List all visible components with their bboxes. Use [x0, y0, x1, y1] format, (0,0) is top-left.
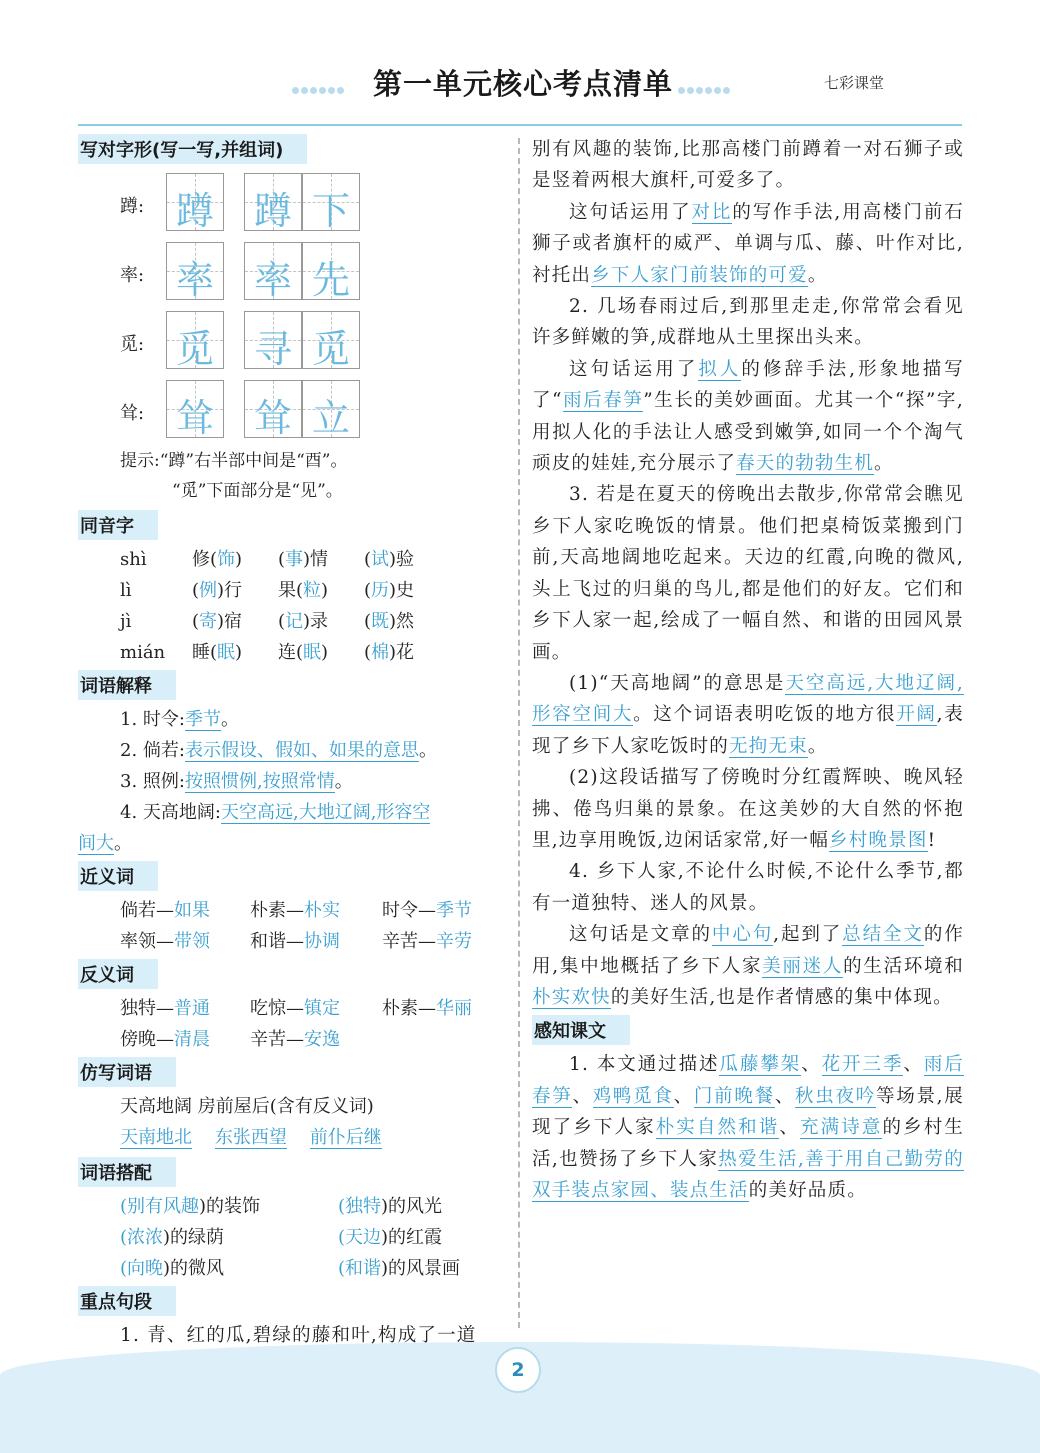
- analysis-paragraph: 这句话是文章的中心句,起到了总结全文的作用,集中地概括了乡下人家美丽迷人的生活环境和朴实欢快的美好生活,也是作者情感的集中体现。: [532, 924, 964, 1008]
- glyph-grid: [78, 170, 510, 446]
- homophone-cell: (记)录: [278, 611, 329, 632]
- section-title-text-perception: 感知课文: [532, 1015, 630, 1045]
- explanation-item-continued: 间大。: [78, 833, 132, 854]
- explanation-item: 4. 天高地阔:天空高远,大地辽阔,形容空: [120, 802, 431, 823]
- explanation-item: 3. 照例:按照惯例,按照常情。: [120, 771, 353, 792]
- page-header: [0, 0, 1040, 128]
- writing-cell: 率: [166, 242, 224, 300]
- writing-cell: 先: [302, 242, 360, 300]
- section-title-antonyms: 反义词: [78, 959, 158, 989]
- analysis-paragraph: (1)“天高地阔”的意思是天空高远,大地辽阔,形容空间大。这个词语表明吃饭的地方很开阔,表现了乡下人家吃饭时的无拘无束。: [532, 672, 964, 757]
- collocation-table: [78, 1191, 510, 1284]
- collocation: (别有风趣)的装饰: [120, 1196, 261, 1217]
- grid-row: [78, 239, 510, 308]
- writing-cell: 耸: [244, 380, 302, 438]
- left-dots-decoration: [292, 77, 352, 87]
- grid-label: 耸:: [120, 403, 145, 424]
- collocation: (天边)的红霞: [338, 1227, 443, 1248]
- writing-cell: 立: [302, 380, 360, 438]
- homophone-cell: (历)史: [364, 580, 415, 601]
- word-pair: 倘若—如果: [120, 900, 210, 921]
- grid-label: 率:: [120, 265, 145, 286]
- page-number: 2: [495, 1347, 541, 1393]
- section-title-word-explanation: 词语解释: [78, 670, 176, 700]
- grid-label: 蹲:: [120, 196, 145, 217]
- explanation-item: 2. 倘若:表示假设、假如、如果的意思。: [120, 740, 437, 761]
- section-title-glyph-writing: 写对字形(写一写,并组词): [78, 134, 307, 164]
- passage-text: 3. 若是在夏天的傍晚出去散步,你常常会瞧见乡下人家吃晚饭的情景。他们把桌椅饭菜搬到门前,天高地阔地吃起来。天边的红霞,向晚的微风,头上飞过的归巢的鸟儿,都是他们的好友。它们和乡下人家一起,绘成了一幅自然、和谐的田园风景画。: [532, 484, 964, 663]
- word-pair: 朴素—朴实: [250, 900, 340, 921]
- passage-text: 4. 乡下人家,不论什么时候,不论什么季节,都有一道独特、迷人的风景。: [532, 861, 964, 914]
- passage-text: 1. 青、红的瓜,碧绿的藤和叶,构成了一道: [120, 1325, 477, 1346]
- pinyin: mián: [120, 642, 166, 663]
- writing-cell: 耸: [166, 380, 224, 438]
- writing-cell: 觅: [166, 311, 224, 369]
- imitation-answers: 天南地北 东张西望 前仆后继: [120, 1127, 382, 1148]
- left-column: [78, 134, 510, 1346]
- word-pair: 吃惊—镇定: [250, 998, 340, 1019]
- analysis-paragraph: (2)这段话描写了傍晚时分红霞辉映、晚风轻拂、倦鸟归巢的景象。在这美妙的大自然的怀抱里,边享用晚饭,边闲话家常,好一幅乡村晚景图!: [532, 767, 964, 851]
- homophone-cell: 果(粒): [278, 580, 329, 601]
- right-dots-decoration: [678, 77, 738, 87]
- writing-cell: 蹲: [244, 173, 302, 231]
- section-title-homophones: 同音字: [78, 510, 158, 540]
- section-title-collocations: 词语搭配: [78, 1157, 176, 1187]
- collocation: (独特)的风光: [338, 1196, 443, 1217]
- brand-label: 七彩课堂: [824, 74, 885, 92]
- writing-cell: 率: [244, 242, 302, 300]
- grid-label: 觅:: [120, 334, 145, 355]
- analysis-paragraph: 这句话运用了拟人的修辞手法,形象地描写了“雨后春笋”生长的美妙画面。尤其一个“探”字,用拟人化的手法让人感受到嫩笋,如同一个个淘气顽皮的娃娃,充分展示了春天的勃勃生机。: [532, 358, 965, 475]
- homophone-cell: (例)行: [192, 580, 243, 601]
- grid-row: [78, 308, 510, 377]
- antonym-table: [78, 993, 510, 1055]
- analysis-paragraph: 这句话运用了对比的写作手法,用高楼门前石狮子或者旗杆的威严、单调与瓜、藤、叶作对比,衬托出乡下人家门前装饰的可爱。: [532, 201, 964, 286]
- grid-row: [78, 377, 510, 446]
- homophone-cell: 修(饰): [192, 549, 243, 570]
- passage-text: 2. 几场春雨过后,到那里走走,你常常会看见许多鲜嫩的笋,成群地从土里探出头来。: [532, 296, 964, 349]
- hint-line: 提示:“蹲”右半部中间是“酉”。: [120, 451, 348, 471]
- homophone-cell: (寄)宿: [192, 611, 243, 632]
- analysis-paragraph: 1. 本文通过描述瓜藤攀架、花开三季、雨后春笋、鸡鸭觅食、门前晚餐、秋虫夜吟等场景,展现了乡下人家朴实自然和谐、充满诗意的乡村生活,也赞扬了乡下人家热爱生活,善于用自己勤劳的双手装点家园、装点生活的美好品质。: [532, 1054, 965, 1201]
- section-title-key-passages: 重点句段: [78, 1286, 176, 1316]
- writing-cell: 蹲: [166, 173, 224, 231]
- homophone-cell: 连(眠): [278, 642, 329, 663]
- word-pair: 辛苦—安逸: [250, 1029, 340, 1050]
- explanation-item: 1. 时令:季节。: [120, 709, 239, 730]
- section-title-synonyms: 近义词: [78, 861, 158, 891]
- writing-cell: 下: [302, 173, 360, 231]
- homophone-cell: (事)情: [278, 549, 329, 570]
- column-divider: [518, 138, 520, 1328]
- collocation: (浓浓)的绿荫: [120, 1227, 225, 1248]
- collocation: (向晚)的微风: [120, 1258, 225, 1279]
- pinyin: lì: [120, 580, 132, 601]
- hint-line: “觅”下面部分是“见”。: [172, 481, 343, 501]
- word-pair: 傍晚—清晨: [120, 1029, 210, 1050]
- word-pair: 时令—季节: [382, 900, 472, 921]
- writing-cell: 寻: [244, 311, 302, 369]
- section-title-imitate-words: 仿写词语: [78, 1057, 176, 1087]
- pinyin: jì: [120, 611, 132, 632]
- word-pair: 和谐—协调: [250, 931, 340, 952]
- synonym-table: [78, 895, 510, 957]
- word-pair: 独特—普通: [120, 998, 210, 1019]
- collocation: (和谐)的风景画: [338, 1258, 461, 1279]
- word-pair: 率领—带领: [120, 931, 210, 952]
- writing-cell: 觅: [302, 311, 360, 369]
- word-pair: 朴素—华丽: [382, 998, 472, 1019]
- grid-row: [78, 170, 510, 239]
- header-divider: [78, 124, 962, 126]
- page-title: 第一单元核心考点清单: [373, 67, 674, 101]
- passage-text: 别有风趣的装饰,比那高楼门前蹲着一对石狮子或是竖着两根大旗杆,可爱多了。: [532, 139, 964, 192]
- homophone-cell: 睡(眠): [192, 642, 243, 663]
- homophone-cell: (棉)花: [364, 642, 415, 663]
- pinyin: shì: [120, 549, 147, 570]
- homophone-cell: (既)然: [364, 611, 415, 632]
- homophone-cell: (试)验: [364, 549, 415, 570]
- homophone-table: [78, 544, 510, 668]
- imitation-example: 天高地阔 房前屋后(含有反义词): [120, 1096, 374, 1117]
- word-pair: 辛苦—辛劳: [382, 931, 472, 952]
- right-column: [532, 134, 964, 1334]
